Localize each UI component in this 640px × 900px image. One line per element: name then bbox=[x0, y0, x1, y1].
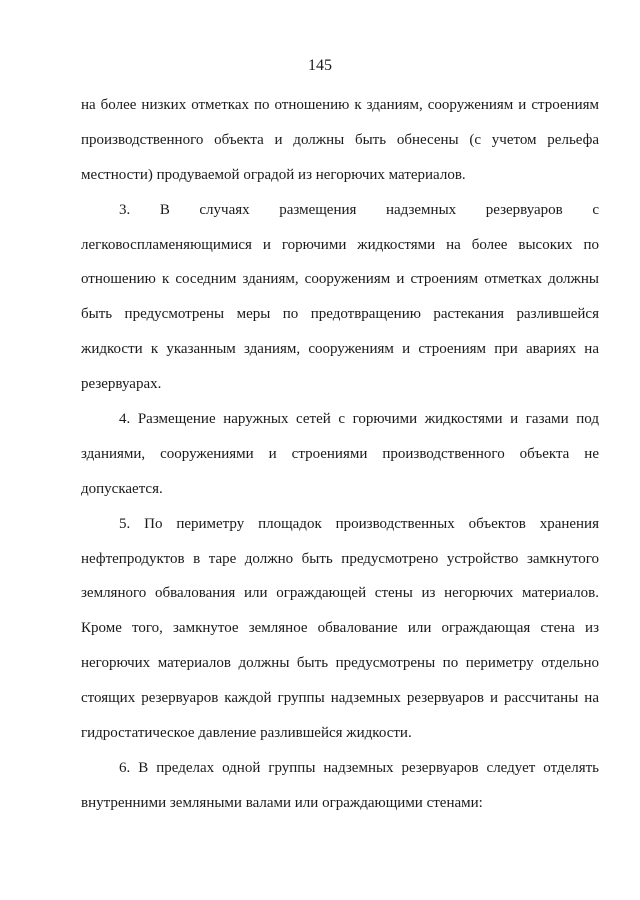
text-line: зданиями, сооружениями и строениями производственного объекта не bbox=[81, 445, 599, 462]
paragraph-first-line: 4. Размещение наружных сетей с горючими жидкостями и газами под bbox=[119, 411, 599, 428]
text-line: нефтепродуктов в таре должно быть предусмотрено устройство замкнутого bbox=[81, 550, 599, 567]
paragraph-first-line: 3. В случаях размещения надземных резервуаров с bbox=[119, 201, 599, 218]
text-line: допускается. bbox=[81, 480, 163, 497]
text-line: производственного объекта и должны быть обнесены (с учетом рельефа bbox=[81, 131, 599, 148]
text-line: стоящих резервуаров каждой группы надземных резервуаров и рассчитаны на bbox=[81, 690, 599, 707]
text-line: внутренними земляными валами или ограждающими стенами: bbox=[81, 794, 483, 811]
text-line: жидкости к указанным зданиям, сооружениям и строениям при авариях на bbox=[81, 341, 599, 358]
document-body bbox=[81, 88, 599, 821]
text-line: Кроме того, замкнутое земляное обвалование или ограждающая стена из bbox=[81, 620, 599, 637]
paragraph-first-line: 6. В пределах одной группы надземных резервуаров следует отделять bbox=[119, 759, 599, 776]
page-number: 145 bbox=[308, 57, 332, 74]
text-line: местности) продуваемой оградой из негорючих материалов. bbox=[81, 166, 466, 183]
text-line: на более низких отметках по отношению к зданиям, сооружениям и строениям bbox=[81, 97, 599, 113]
text-line: земляного обвалования или ограждающей стены из негорючих материалов. bbox=[81, 585, 599, 602]
text-line: негорючих материалов должны быть предусмотрены по периметру отдельно bbox=[81, 655, 599, 672]
text-line: гидростатическое давление разлившейся жидкости. bbox=[81, 725, 412, 742]
text-line: легковоспламеняющимися и горючими жидкостями на более высоких по bbox=[81, 236, 599, 253]
paragraph-first-line: 5. По периметру площадок производственных объектов хранения bbox=[119, 515, 599, 532]
text-line: быть предусмотрены меры по предотвращению растекания разлившейся bbox=[81, 306, 599, 323]
text-line: резервуарах. bbox=[81, 376, 162, 393]
text-line: отношению к соседним зданиям, сооружениям и строениям отметках должны bbox=[81, 271, 599, 288]
